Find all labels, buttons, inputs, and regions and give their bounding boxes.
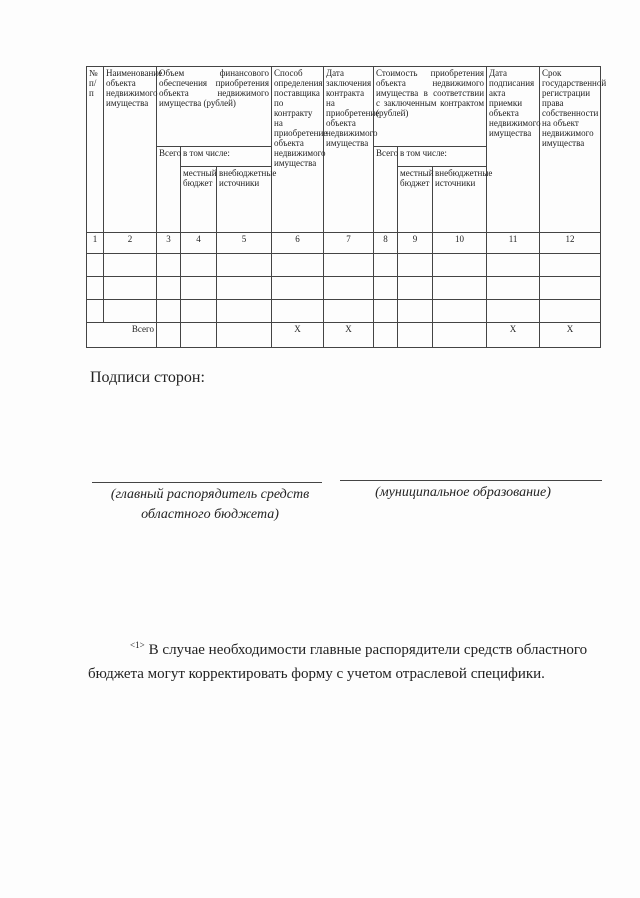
column-number: 8 bbox=[374, 233, 398, 254]
x-mark: X bbox=[540, 323, 601, 348]
header-method: Способ определения поставщика по контракту на приобретение объекта недвижимого имущества bbox=[272, 67, 324, 233]
footnote-marker: <1> bbox=[130, 640, 145, 650]
column-number: 1 bbox=[87, 233, 104, 254]
header-act-date: Дата подписания акта приемки объекта недвижимого имущества bbox=[487, 67, 540, 233]
x-mark: X bbox=[487, 323, 540, 348]
column-number: 5 bbox=[217, 233, 272, 254]
column-number: 12 bbox=[540, 233, 601, 254]
property-acquisition-table bbox=[86, 66, 607, 348]
right-signature-caption: (муниципальное образование) bbox=[375, 485, 551, 500]
table-row bbox=[87, 300, 601, 323]
footnote-text: В случае необходимости главные распорядители средств областного бюджета могут корректировать форму с учетом отраслевой специфики. bbox=[88, 642, 588, 682]
header-name: Наименование объекта недвижимого имущества bbox=[104, 67, 157, 233]
footnote bbox=[88, 633, 598, 686]
column-number: 3 bbox=[157, 233, 181, 254]
header-cost: Стоимость приобретения объекта недвижимого имущества в соответствии с заключенным контрактом (рублей) bbox=[374, 67, 487, 147]
column-number: 4 bbox=[181, 233, 217, 254]
header-cost-including: в том числе: bbox=[398, 147, 487, 167]
table-row bbox=[87, 277, 601, 300]
x-mark: X bbox=[272, 323, 324, 348]
column-number: 11 bbox=[487, 233, 540, 254]
header-volume-total: Всего bbox=[157, 147, 181, 233]
column-number: 2 bbox=[104, 233, 157, 254]
header-volume-local: местный бюджет bbox=[181, 167, 217, 233]
column-number-row bbox=[87, 233, 601, 254]
left-signature-caption bbox=[90, 485, 330, 525]
header-registration: Срок государственной регистрации права собственности на объект недвижимого имущества bbox=[540, 67, 601, 233]
column-number: 9 bbox=[398, 233, 433, 254]
header-contract-date: Дата заключения контракта на приобретение объекта недвижимого имущества bbox=[324, 67, 374, 233]
column-number: 7 bbox=[324, 233, 374, 254]
left-caption-line1: (главный распорядитель средств bbox=[110, 487, 310, 502]
column-number: 10 bbox=[433, 233, 487, 254]
left-caption-line2: областного бюджета) bbox=[141, 507, 279, 522]
left-signature-line bbox=[92, 482, 322, 483]
header-volume-including: в том числе: bbox=[181, 147, 272, 167]
header-cost-extrabudget: внебюджетные источники bbox=[433, 167, 487, 233]
header-volume: Объем финансового обеспечения приобретения объекта недвижимого имущества (рублей) bbox=[157, 67, 272, 147]
signatures-heading: Подписи сторон: bbox=[90, 369, 205, 386]
header-cost-total: Всего bbox=[374, 147, 398, 233]
header-volume-extrabudget: внебюджетные источники bbox=[217, 167, 272, 233]
x-mark: X bbox=[324, 323, 374, 348]
total-row bbox=[87, 323, 601, 348]
total-label: Всего bbox=[87, 323, 157, 348]
column-number: 6 bbox=[272, 233, 324, 254]
header-cost-local: местный бюджет bbox=[398, 167, 433, 233]
header-num: № п/п bbox=[87, 67, 104, 233]
table-row bbox=[87, 254, 601, 277]
right-signature-line bbox=[340, 480, 602, 481]
